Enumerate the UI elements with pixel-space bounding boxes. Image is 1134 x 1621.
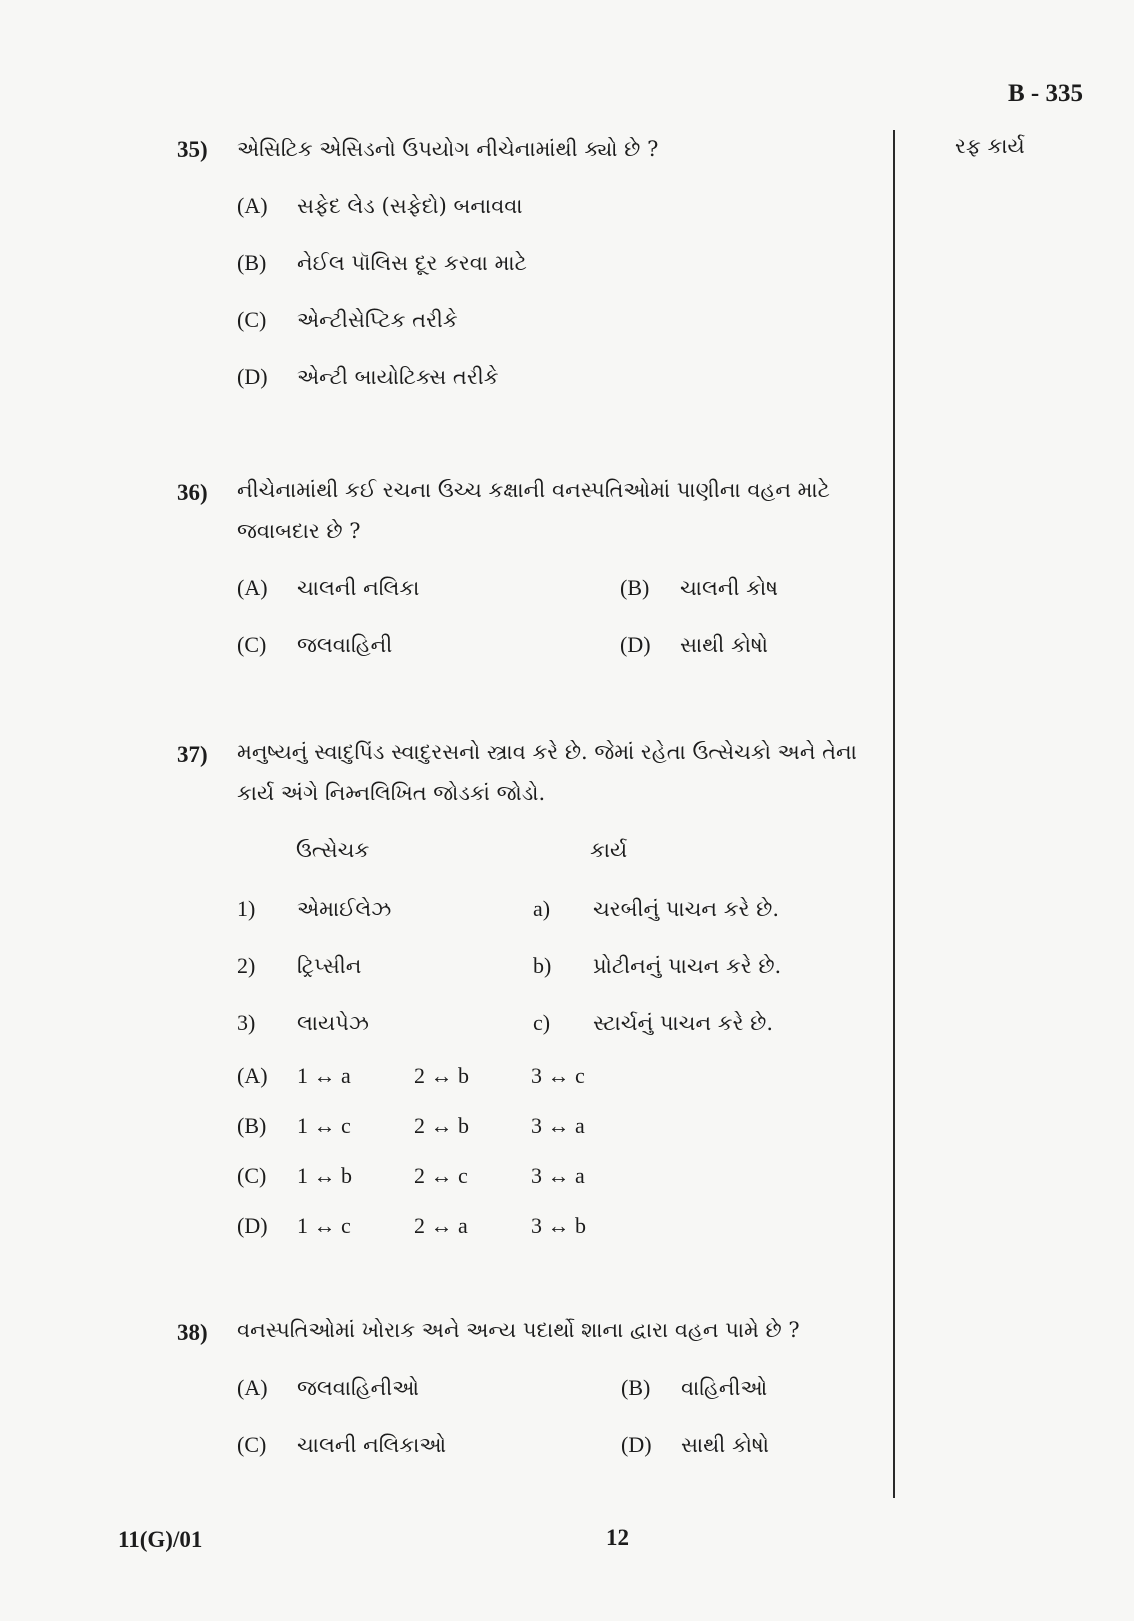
enzyme-name: લાયપેઝ [297, 1011, 369, 1035]
match-row-function [533, 1010, 773, 1036]
option-b [237, 1113, 585, 1139]
pair-3: 3 ↔ c [531, 1063, 585, 1088]
question-text-line-1: નીચેનામાંથી કઈ રચના ઉચ્ચ કક્ષાની વનસ્પતિઓમાં પાણીના વહન માટે [237, 478, 830, 502]
option-text: ચાલની કોષ [680, 576, 778, 600]
paper-code: B - 335 [1008, 80, 1083, 107]
match-row-function [533, 953, 781, 979]
question-number: 36) [177, 480, 208, 505]
footer-code: 11(G)/01 [118, 1527, 203, 1552]
option-d [237, 364, 499, 390]
option-text: એન્ટી બાયોટિક્સ તરીકે [297, 365, 499, 389]
match-row [237, 896, 391, 922]
page-number: 12 [606, 1525, 629, 1550]
option-a [237, 1063, 585, 1089]
option-label: (B) [621, 1375, 651, 1400]
row-number: 1) [237, 896, 256, 921]
pair-1: 1 ↔ a [297, 1063, 351, 1088]
option-text: ચાલની નલિકાઓ [297, 1433, 447, 1457]
match-row-function [533, 896, 779, 922]
option-b [621, 1375, 767, 1401]
option-c [237, 1432, 446, 1458]
option-text: એન્ટીસેપ્ટિક તરીકે [297, 308, 458, 332]
option-text: સાથી કોષો [680, 633, 769, 657]
option-text: જલવાહિનીઓ [297, 1376, 420, 1400]
option-text: નેઈલ પૉલિસ દૂર કરવા માટે [297, 251, 527, 275]
pair-3: 3 ↔ a [531, 1113, 585, 1138]
option-c [237, 307, 458, 333]
enzyme-name: ટ્રિપ્સીન [297, 954, 362, 978]
option-label: (B) [237, 1113, 267, 1138]
option-label: (A) [237, 1063, 268, 1088]
option-a [237, 575, 419, 601]
option-label: (C) [237, 1163, 267, 1188]
option-a [237, 193, 523, 219]
question-text-line-2: જવાબદાર છે ? [237, 519, 361, 543]
question-text: વનસ્પતિઓમાં ખોરાક અને અન્ય પદાર્થો શાના દ્વારા વહન પામે છે ? [237, 1318, 800, 1342]
question-text: એસિટિક એસિડનો ઉપયોગ નીચેનામાંથી ક્યો છે ? [237, 137, 659, 161]
option-label: (A) [237, 193, 268, 218]
question-text-line-1: મનુષ્યનું સ્વાદુપિંડ સ્વાદુરસનો સ્ત્રાવ કરે છે. જેમાં રહેતા ઉત્સેચકો અને તેના [237, 740, 857, 764]
enzyme-name: એમાઈલેઝ [297, 897, 392, 921]
option-b [237, 250, 527, 276]
option-text: વાહિનીઓ [681, 1376, 768, 1400]
option-d [621, 1432, 769, 1458]
row-number: 3) [237, 1010, 256, 1035]
margin-divider [893, 130, 895, 1498]
function-text: સ્ટાર્ચનું પાચન કરે છે. [593, 1011, 774, 1035]
option-label: (D) [620, 632, 651, 657]
option-label: (A) [237, 1375, 268, 1400]
row-letter: a) [533, 896, 551, 921]
option-text: સફેદ લેડ (સફેદો) બનાવવા [297, 194, 523, 218]
pair-2: 2 ↔ a [414, 1213, 468, 1238]
option-label: (C) [237, 307, 267, 332]
row-letter: b) [533, 953, 552, 978]
pair-3: 3 ↔ b [531, 1213, 586, 1238]
option-label: (D) [237, 1213, 268, 1238]
option-label: (B) [237, 250, 267, 275]
option-label: (C) [237, 632, 267, 657]
option-text: સાથી કોષો [681, 1433, 770, 1457]
pair-2: 2 ↔ c [414, 1163, 468, 1188]
option-text: જલવાહિની [297, 633, 393, 657]
pair-3: 3 ↔ a [531, 1163, 585, 1188]
pair-1: 1 ↔ c [297, 1113, 351, 1138]
option-d [237, 1213, 586, 1239]
option-a [237, 1375, 419, 1401]
question-number: 35) [177, 137, 208, 162]
question-text-line-2: કાર્ય અંગે નિમ્નલિખિત જોડકાં જોડો. [237, 781, 546, 805]
match-row [237, 1010, 369, 1036]
column-header-enzyme: ઉત્સેચક [296, 838, 370, 862]
question-number: 37) [177, 742, 208, 767]
function-text: પ્રોટીનનું પાચન કરે છે. [593, 954, 782, 978]
option-label: (C) [237, 1432, 267, 1457]
option-d [620, 632, 768, 658]
option-label: (D) [237, 364, 268, 389]
option-c [237, 632, 392, 658]
pair-2: 2 ↔ b [414, 1063, 469, 1088]
option-label: (B) [620, 575, 650, 600]
option-label: (A) [237, 575, 268, 600]
function-text: ચરબીનું પાચન કરે છે. [593, 897, 780, 921]
column-header-function: કાર્ય [590, 838, 628, 862]
row-number: 2) [237, 953, 256, 978]
option-text: ચાલની નલિકા [297, 576, 420, 600]
pair-1: 1 ↔ b [297, 1163, 352, 1188]
pair-1: 1 ↔ c [297, 1213, 351, 1238]
option-b [620, 575, 778, 601]
row-letter: c) [533, 1010, 551, 1035]
option-c [237, 1163, 585, 1189]
rough-work-label: રફ કાર્ય [955, 134, 1025, 158]
question-number: 38) [177, 1320, 208, 1345]
option-label: (D) [621, 1432, 652, 1457]
pair-2: 2 ↔ b [414, 1113, 469, 1138]
match-row [237, 953, 361, 979]
